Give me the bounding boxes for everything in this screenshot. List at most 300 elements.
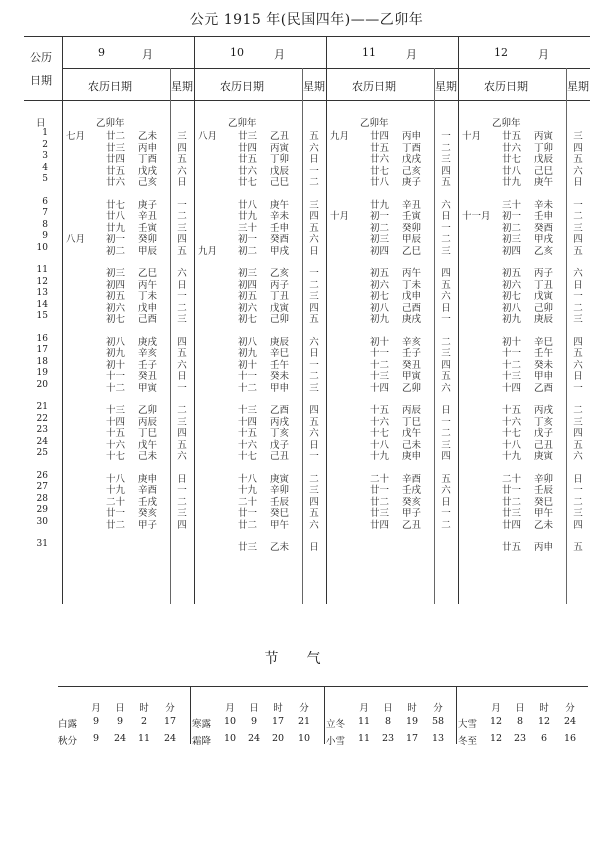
lunar-day: 十三 xyxy=(502,371,522,382)
weekday: 四 xyxy=(573,336,583,348)
ganzhi: 乙未 xyxy=(534,519,554,531)
ganzhi: 戊寅 xyxy=(270,302,290,314)
weekday: 五 xyxy=(573,245,583,257)
weekday: 六 xyxy=(441,199,451,211)
lunar-day: 十一 xyxy=(106,371,126,382)
lunar-day: 廿四 xyxy=(370,519,390,531)
ganzhi: 庚午 xyxy=(270,199,290,211)
lunar-day: 初四 xyxy=(370,245,390,257)
weekday: 二 xyxy=(309,473,319,485)
lunar-day: 二十 xyxy=(502,473,522,485)
ganzhi: 丁丑 xyxy=(270,291,290,302)
ganzhi: 癸未 xyxy=(534,359,554,371)
weekday: 二 xyxy=(177,211,187,222)
weekday: 一 xyxy=(573,485,583,496)
day-number: 2 xyxy=(42,139,48,150)
ganzhi: 辛未 xyxy=(534,199,554,211)
jieqi-day: 23 xyxy=(513,733,527,744)
day-label: 日 xyxy=(36,118,46,129)
weekday: 日 xyxy=(309,154,319,165)
weekday: 三 xyxy=(177,314,187,325)
weekday: 六 xyxy=(309,234,319,245)
lunar-day: 初八 xyxy=(106,336,126,348)
ganzhi: 庚申 xyxy=(402,451,422,462)
day-number: 21 xyxy=(36,402,48,412)
lunar-day: 廿四 xyxy=(370,131,390,142)
lunar-day: 十一 xyxy=(502,348,522,359)
lunar-day: 廿七 xyxy=(238,177,258,188)
ganzhi: 己巳 xyxy=(534,165,554,177)
col-divider-week xyxy=(566,68,567,604)
lunar-day: 十四 xyxy=(106,416,126,428)
weekday: 六 xyxy=(573,268,583,279)
weekday: 五 xyxy=(441,177,451,188)
weekday: 一 xyxy=(177,485,187,496)
weekday: 四 xyxy=(309,405,319,416)
jieqi-name: 秋分 xyxy=(58,736,78,747)
ganzhi: 庚申 xyxy=(138,473,158,485)
weekday: 四 xyxy=(309,211,319,222)
ganzhi: 辛卯 xyxy=(270,485,290,496)
lunar-day: 十三 xyxy=(370,371,390,382)
lunar-day: 初六 xyxy=(238,302,258,314)
lunar-day: 廿二 xyxy=(106,519,126,531)
lunar-day: 廿四 xyxy=(502,519,522,531)
jieqi-col-header: 分 xyxy=(433,703,443,714)
lunar-day: 二十 xyxy=(238,496,258,508)
ganzhi: 己酉 xyxy=(402,302,422,314)
lunar-day: 初五 xyxy=(106,291,126,302)
ganzhi: 己巳 xyxy=(270,177,290,188)
jieqi-hour: 19 xyxy=(405,716,419,727)
day-number: 10 xyxy=(36,242,48,253)
ganzhi: 己卯 xyxy=(534,302,554,314)
ganzhi: 甲申 xyxy=(270,382,290,394)
ganzhi: 甲寅 xyxy=(402,371,422,382)
jieqi-day: 24 xyxy=(113,733,127,744)
lunar-day: 三十 xyxy=(502,199,522,211)
day-number: 17 xyxy=(36,345,48,355)
lunar-day: 廿三 xyxy=(502,508,522,519)
weekday: 五 xyxy=(309,508,319,519)
ganzhi: 戊午 xyxy=(402,428,422,439)
ganzhi: 癸卯 xyxy=(138,234,158,245)
jieqi-hour: 6 xyxy=(540,733,548,744)
lunar-day: 廿八 xyxy=(502,165,522,177)
jieqi-minute: 17 xyxy=(163,716,177,727)
weekday: 五 xyxy=(309,131,319,142)
weekday: 三 xyxy=(177,131,187,142)
weekday: 三 xyxy=(177,416,187,428)
lunar-day: 初九 xyxy=(370,314,390,325)
ganzhi: 丁亥 xyxy=(270,428,290,439)
weekday: 五 xyxy=(441,473,451,485)
lunar-date-header: 农历日期 xyxy=(484,80,528,93)
weekday: 一 xyxy=(309,451,319,462)
lunar-day: 初十 xyxy=(238,359,258,371)
lunar-day: 十四 xyxy=(502,382,522,394)
lunar-day: 初八 xyxy=(370,302,390,314)
weekday: 日 xyxy=(177,473,187,485)
weekday: 二 xyxy=(177,405,187,416)
ganzhi: 庚辰 xyxy=(534,314,554,325)
weekday: 三 xyxy=(309,485,319,496)
jieqi-minute: 24 xyxy=(163,733,177,744)
ganzhi: 壬午 xyxy=(534,348,554,359)
ganzhi: 辛卯 xyxy=(534,473,554,485)
lunar-day: 廿六 xyxy=(502,142,522,154)
ganzhi: 戊申 xyxy=(402,291,422,302)
lunar-day: 十五 xyxy=(370,405,390,416)
jieqi-minute: 13 xyxy=(431,733,445,744)
weekday: 二 xyxy=(309,177,319,188)
ganzhi: 乙酉 xyxy=(270,405,290,416)
ganzhi: 癸酉 xyxy=(534,222,554,234)
weekday: 五 xyxy=(573,154,583,165)
day-number: 3 xyxy=(42,151,48,161)
col-divider-month xyxy=(194,36,195,604)
weekday-header: 星期 xyxy=(171,80,193,93)
weekday: 二 xyxy=(177,302,187,314)
jieqi-day: 24 xyxy=(247,733,261,744)
lunar-day: 十八 xyxy=(502,439,522,451)
lunar-day: 初一 xyxy=(370,211,390,222)
jieqi-col-header: 时 xyxy=(407,703,417,714)
lunar-day: 廿七 xyxy=(502,154,522,165)
ganzhi: 辛未 xyxy=(270,211,290,222)
weekday-header: 星期 xyxy=(303,80,325,93)
lunar-month-mark: 九月 xyxy=(330,131,350,142)
lunar-day: 初七 xyxy=(238,314,258,325)
lunar-day: 初三 xyxy=(502,234,522,245)
weekday: 日 xyxy=(177,177,187,188)
ganzhi: 戊戌 xyxy=(138,165,158,177)
day-number: 22 xyxy=(36,413,48,424)
jieqi-col-header: 日 xyxy=(383,703,393,714)
lunar-day: 二十 xyxy=(370,473,390,485)
lunar-day: 初五 xyxy=(370,268,390,279)
col-divider-date xyxy=(62,36,63,604)
lunar-day: 初十 xyxy=(106,359,126,371)
jieqi-month: 9 xyxy=(92,716,100,727)
lunar-day: 廿六 xyxy=(238,165,258,177)
lunar-day: 十三 xyxy=(106,405,126,416)
day-number: 28 xyxy=(36,493,48,504)
lunar-month-mark: 八月 xyxy=(198,131,218,142)
jieqi-col-header: 日 xyxy=(249,703,259,714)
lunar-day: 廿五 xyxy=(502,542,522,553)
weekday: 三 xyxy=(309,382,319,394)
month-unit: 月 xyxy=(406,48,417,61)
ganzhi: 壬申 xyxy=(270,222,290,234)
lunar-day: 初十 xyxy=(502,336,522,348)
day-number: 7 xyxy=(42,208,48,218)
weekday: 四 xyxy=(573,234,583,245)
gongli-label: 公历 xyxy=(30,51,52,64)
ganzhi: 己未 xyxy=(402,439,422,451)
lunar-day: 廿八 xyxy=(106,211,126,222)
day-number: 31 xyxy=(36,539,48,549)
ganzhi: 壬申 xyxy=(534,211,554,222)
ganzhi: 甲午 xyxy=(534,508,554,519)
jieqi-month: 12 xyxy=(489,716,503,727)
jieqi-col-header: 分 xyxy=(299,703,309,714)
ganzhi: 庚戌 xyxy=(138,336,158,348)
weekday: 四 xyxy=(573,519,583,531)
ganzhi: 乙未 xyxy=(138,131,158,142)
weekday: 三 xyxy=(177,508,187,519)
ganzhi: 丁亥 xyxy=(534,416,554,428)
weekday: 四 xyxy=(441,165,451,177)
weekday: 四 xyxy=(177,428,187,439)
lunar-date-header: 农历日期 xyxy=(220,80,264,93)
lunar-day: 廿五 xyxy=(106,165,126,177)
lunar-day: 廿四 xyxy=(238,142,258,154)
lunar-month-mark: 八月 xyxy=(66,234,86,245)
lunar-day: 十二 xyxy=(370,359,390,371)
weekday: 一 xyxy=(441,314,451,325)
jieqi-name: 寒露 xyxy=(192,719,212,730)
lunar-day: 廿三 xyxy=(370,508,390,519)
ganzhi: 丁卯 xyxy=(534,142,554,154)
ganzhi: 己丑 xyxy=(534,439,554,451)
lunar-day: 初六 xyxy=(370,279,390,291)
weekday: 六 xyxy=(573,359,583,371)
jieqi-day: 8 xyxy=(516,716,524,727)
lunar-day: 廿一 xyxy=(370,485,390,496)
lunar-day: 廿九 xyxy=(238,211,258,222)
weekday: 五 xyxy=(309,416,319,428)
ganzhi: 壬辰 xyxy=(534,485,554,496)
lunar-day: 十二 xyxy=(238,382,258,394)
lunar-day: 初二 xyxy=(502,222,522,234)
weekday: 二 xyxy=(573,496,583,508)
ganzhi: 乙亥 xyxy=(270,268,290,279)
lunar-day: 十一 xyxy=(370,348,390,359)
lunar-day: 初六 xyxy=(106,302,126,314)
day-number: 1 xyxy=(42,128,48,138)
jieqi-minute: 16 xyxy=(563,733,577,744)
weekday: 五 xyxy=(309,314,319,325)
weekday: 四 xyxy=(441,451,451,462)
weekday: 四 xyxy=(441,268,451,279)
col-divider-week xyxy=(302,68,303,604)
jieqi-month: 10 xyxy=(223,733,237,744)
lunar-day: 廿六 xyxy=(106,177,126,188)
ganzhi: 丙戌 xyxy=(270,416,290,428)
jieqi-name: 大雪 xyxy=(458,719,478,730)
lunar-day: 十八 xyxy=(370,439,390,451)
weekday: 六 xyxy=(441,382,451,394)
weekday: 三 xyxy=(177,222,187,234)
ganzhi: 戊辰 xyxy=(534,154,554,165)
lunar-day: 廿九 xyxy=(502,177,522,188)
ganzhi: 癸丑 xyxy=(402,359,422,371)
weekday: 二 xyxy=(441,234,451,245)
weekday: 二 xyxy=(441,336,451,348)
day-number: 13 xyxy=(36,288,48,298)
ganzhi: 壬戌 xyxy=(138,496,158,508)
weekday: 六 xyxy=(309,428,319,439)
lunar-day: 十一 xyxy=(238,371,258,382)
ganzhi: 丁巳 xyxy=(402,416,422,428)
weekday: 二 xyxy=(309,279,319,291)
weekday: 六 xyxy=(177,359,187,371)
jieqi-hour: 17 xyxy=(271,716,285,727)
weekday: 五 xyxy=(573,348,583,359)
ganzhi: 戊午 xyxy=(138,439,158,451)
lunar-date-header: 农历日期 xyxy=(352,80,396,93)
jieqi-col-header: 月 xyxy=(225,703,235,714)
ganzhi: 癸亥 xyxy=(402,496,422,508)
lunar-day: 初五 xyxy=(238,291,258,302)
ganzhi: 丁酉 xyxy=(138,154,158,165)
weekday: 三 xyxy=(573,131,583,142)
weekday: 日 xyxy=(441,405,451,416)
ganzhi: 癸巳 xyxy=(270,508,290,519)
weekday: 四 xyxy=(177,234,187,245)
ganzhi: 己酉 xyxy=(138,314,158,325)
col-divider-week xyxy=(434,68,435,604)
ganzhi: 丁丑 xyxy=(534,279,554,291)
day-number: 23 xyxy=(36,425,48,435)
day-number: 9 xyxy=(42,231,48,241)
jieqi-name: 白露 xyxy=(58,719,78,730)
weekday: 六 xyxy=(309,519,319,531)
lunar-year-mark: 乙卯年 xyxy=(492,118,521,129)
ganzhi: 乙巳 xyxy=(402,245,422,257)
jieqi-month: 11 xyxy=(357,733,371,744)
day-number: 30 xyxy=(36,516,48,527)
ganzhi: 丁卯 xyxy=(270,154,290,165)
ganzhi: 乙未 xyxy=(270,542,290,553)
ganzhi: 庚子 xyxy=(402,177,422,188)
lunar-day: 十五 xyxy=(106,428,126,439)
weekday: 三 xyxy=(441,348,451,359)
ganzhi: 丁未 xyxy=(138,291,158,302)
ganzhi: 戊辰 xyxy=(270,165,290,177)
jieqi-minute: 24 xyxy=(563,716,577,727)
weekday: 一 xyxy=(309,165,319,177)
jieqi-day: 23 xyxy=(381,733,395,744)
weekday: 四 xyxy=(573,142,583,154)
jieqi-col-header: 时 xyxy=(273,703,283,714)
day-number: 26 xyxy=(36,470,48,481)
day-number: 20 xyxy=(36,379,48,390)
weekday: 四 xyxy=(573,428,583,439)
weekday: 一 xyxy=(573,199,583,211)
lunar-day: 廿六 xyxy=(370,154,390,165)
lunar-day: 十七 xyxy=(238,451,258,462)
ganzhi: 乙丑 xyxy=(402,519,422,531)
jieqi-col-header: 日 xyxy=(515,703,525,714)
day-number: 25 xyxy=(36,448,48,458)
month-unit: 月 xyxy=(538,48,549,61)
lunar-day: 十六 xyxy=(370,416,390,428)
lunar-day: 廿八 xyxy=(238,199,258,211)
month-number: 9 xyxy=(98,46,105,59)
lunar-day: 十四 xyxy=(370,382,390,394)
lunar-day: 二十 xyxy=(106,496,126,508)
ganzhi: 甲戌 xyxy=(270,245,290,257)
jieqi-divider xyxy=(324,686,325,744)
ganzhi: 丙寅 xyxy=(534,131,554,142)
riqi-label: 日期 xyxy=(30,74,52,87)
lunar-day: 廿三 xyxy=(238,131,258,142)
lunar-day: 初九 xyxy=(106,348,126,359)
lunar-day: 十九 xyxy=(370,451,390,462)
lunar-day: 初九 xyxy=(502,314,522,325)
lunar-day: 初一 xyxy=(106,234,126,245)
weekday: 三 xyxy=(309,199,319,211)
ganzhi: 辛亥 xyxy=(402,336,422,348)
ganzhi: 壬寅 xyxy=(402,211,422,222)
jieqi-month: 9 xyxy=(92,733,100,744)
weekday: 二 xyxy=(573,302,583,314)
ganzhi: 壬子 xyxy=(138,359,158,371)
lunar-day: 廿二 xyxy=(370,496,390,508)
day-number: 4 xyxy=(42,162,48,173)
lunar-day: 廿一 xyxy=(502,485,522,496)
lunar-day: 廿二 xyxy=(238,519,258,531)
weekday: 一 xyxy=(573,291,583,302)
table-top-rule xyxy=(24,36,590,37)
lunar-day: 初八 xyxy=(502,302,522,314)
ganzhi: 戊申 xyxy=(138,302,158,314)
ganzhi: 辛酉 xyxy=(138,485,158,496)
lunar-day: 初二 xyxy=(238,245,258,257)
ganzhi: 癸卯 xyxy=(402,222,422,234)
lunar-day: 十九 xyxy=(106,485,126,496)
lunar-day: 初三 xyxy=(106,268,126,279)
weekday: 四 xyxy=(441,359,451,371)
lunar-day: 初六 xyxy=(502,279,522,291)
weekday: 一 xyxy=(441,222,451,234)
jieqi-hour: 12 xyxy=(537,716,551,727)
ganzhi: 甲辰 xyxy=(138,245,158,257)
jieqi-hour: 20 xyxy=(271,733,285,744)
weekday: 五 xyxy=(177,439,187,451)
lunar-year-mark: 乙卯年 xyxy=(360,118,389,129)
lunar-day: 廿八 xyxy=(370,177,390,188)
lunar-day: 十八 xyxy=(238,473,258,485)
jieqi-minute: 21 xyxy=(297,716,311,727)
weekday: 五 xyxy=(573,439,583,451)
day-number: 15 xyxy=(36,311,48,321)
jieqi-minute: 10 xyxy=(297,733,311,744)
col-divider-month xyxy=(458,36,459,604)
weekday: 三 xyxy=(441,154,451,165)
jieqi-day: 8 xyxy=(384,716,392,727)
lunar-day: 初四 xyxy=(106,279,126,291)
jieqi-divider xyxy=(190,686,191,744)
day-number: 11 xyxy=(36,265,48,275)
jieqi-minute: 58 xyxy=(431,716,445,727)
day-number: 24 xyxy=(36,436,48,447)
ganzhi: 己亥 xyxy=(138,177,158,188)
weekday: 四 xyxy=(309,302,319,314)
lunar-day: 十九 xyxy=(502,451,522,462)
ganzhi: 庚午 xyxy=(534,177,554,188)
ganzhi: 乙丑 xyxy=(270,131,290,142)
weekday: 六 xyxy=(441,291,451,302)
weekday: 日 xyxy=(309,245,319,257)
ganzhi: 丁巳 xyxy=(138,428,158,439)
lunar-day: 廿二 xyxy=(106,131,126,142)
jieqi-col-header: 月 xyxy=(491,703,501,714)
ganzhi: 壬辰 xyxy=(270,496,290,508)
ganzhi: 丙午 xyxy=(138,279,158,291)
